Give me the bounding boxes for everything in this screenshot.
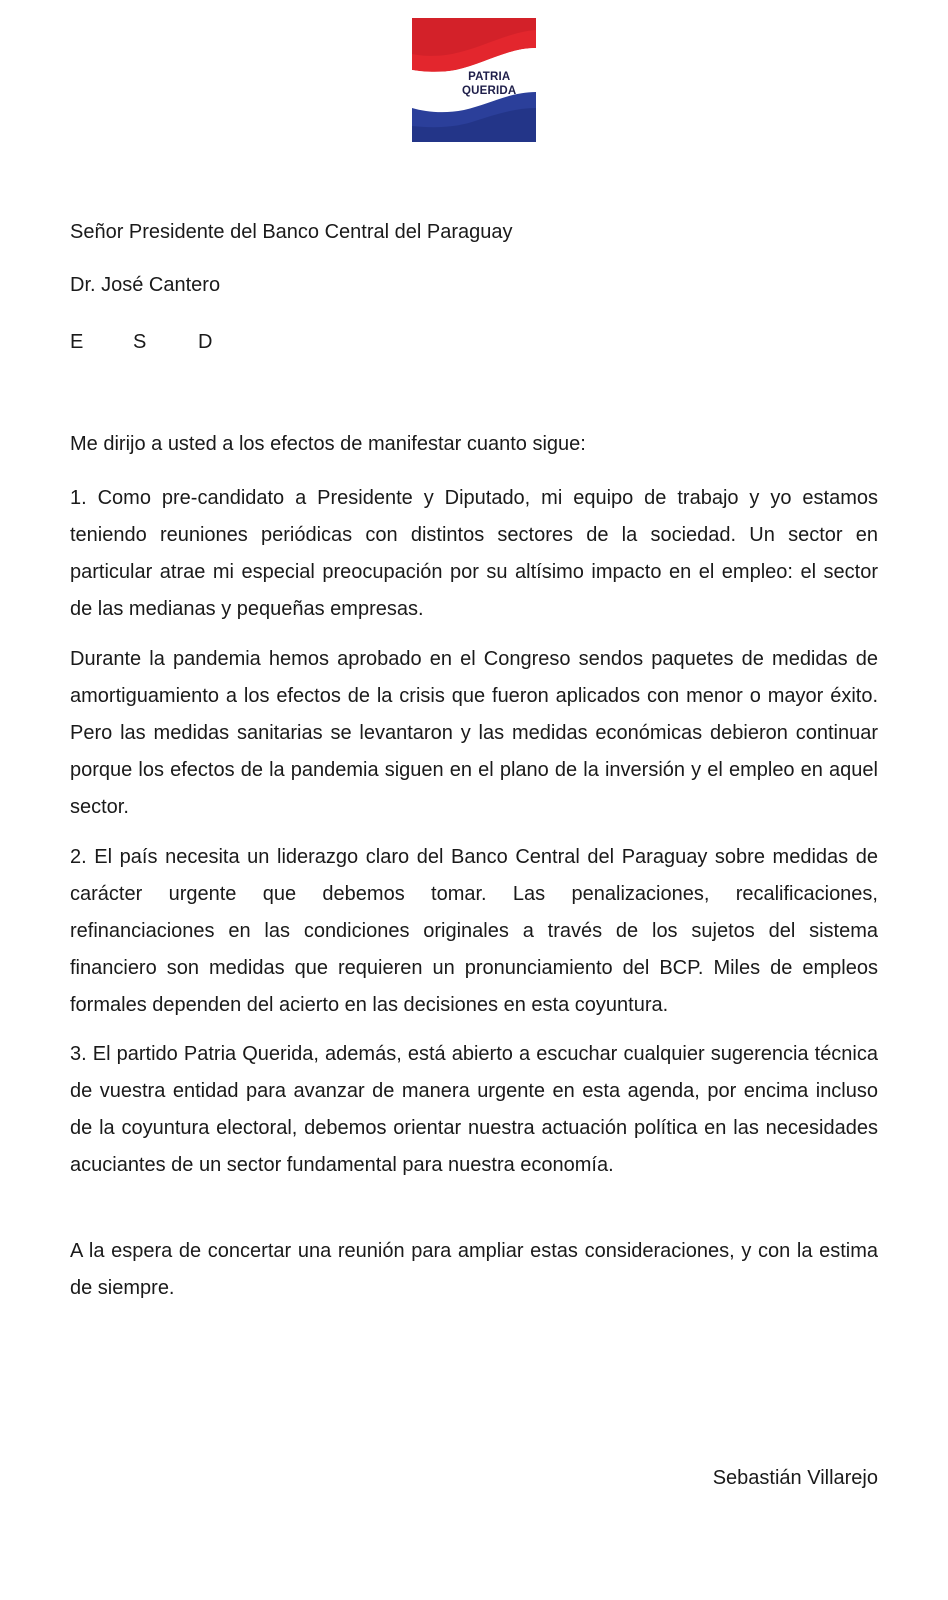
signature-name: Sebastián Villarejo xyxy=(712,1467,878,1489)
esd-s: S xyxy=(133,331,147,353)
paragraph-4: 3. El partido Patria Querida, además, está abierto a escuchar cualquier sugerencia técnica de vuestra entidad para avanzar de manera urgente en esta agenda, por encima incluso de la coyuntura electoral, debemos orientar nuestra actuación política en las necesidades acuciantes de un sector fundamental para nuestra economía. xyxy=(70,1043,878,1176)
recipient-title: Señor Presidente del Banco Central del Paraguay xyxy=(70,221,513,243)
logo-wordmark xyxy=(462,70,516,98)
recipient-name: Dr. José Cantero xyxy=(70,274,221,296)
logo-line-2: QUERIDA xyxy=(462,85,517,97)
esd-e: E xyxy=(70,331,84,353)
intro-paragraph: Me dirijo a usted a los efectos de manifestar cuanto sigue: xyxy=(70,433,586,455)
esd-d: D xyxy=(198,331,213,353)
paragraph-3: 2. El país necesita un liderazgo claro del Banco Central del Paraguay sobre medidas de carácter urgente que debemos tomar. Las penalizaciones, recalificaciones, refinanciaciones en las condiciones originales a través de los sujetos del sistema financiero son medidas que requieren un pronunciamiento del BCP. Miles de empleos formales dependen del acierto en las decisiones en esta coyuntura. xyxy=(70,846,878,1016)
paragraph-2: Durante la pandemia hemos aprobado en el Congreso sendos paquetes de medidas de amortiguamiento a los efectos de la crisis que fueron aplicados con menor o mayor éxito. Pero las medidas sanitarias se levantaron y las medidas económicas debieron continuar porque los efectos de la pandemia siguen en el plano de la inversión y el empleo en aquel sector. xyxy=(70,648,878,818)
patria-querida-logo xyxy=(412,18,536,142)
paragraph-1: 1. Como pre-candidato a Presidente y Diputado, mi equipo de trabajo y yo estamos teniendo reuniones periódicas con distintos sectores de la sociedad. Un sector en particular atrae mi especial preocupación por su altísimo impacto en el empleo: el sector de las medianas y pequeñas empresas. xyxy=(70,487,878,620)
closing-paragraph: A la espera de concertar una reunión para ampliar estas consideraciones, y con la estima de siempre. xyxy=(70,1240,878,1299)
logo-line-1: PATRIA xyxy=(468,71,511,83)
